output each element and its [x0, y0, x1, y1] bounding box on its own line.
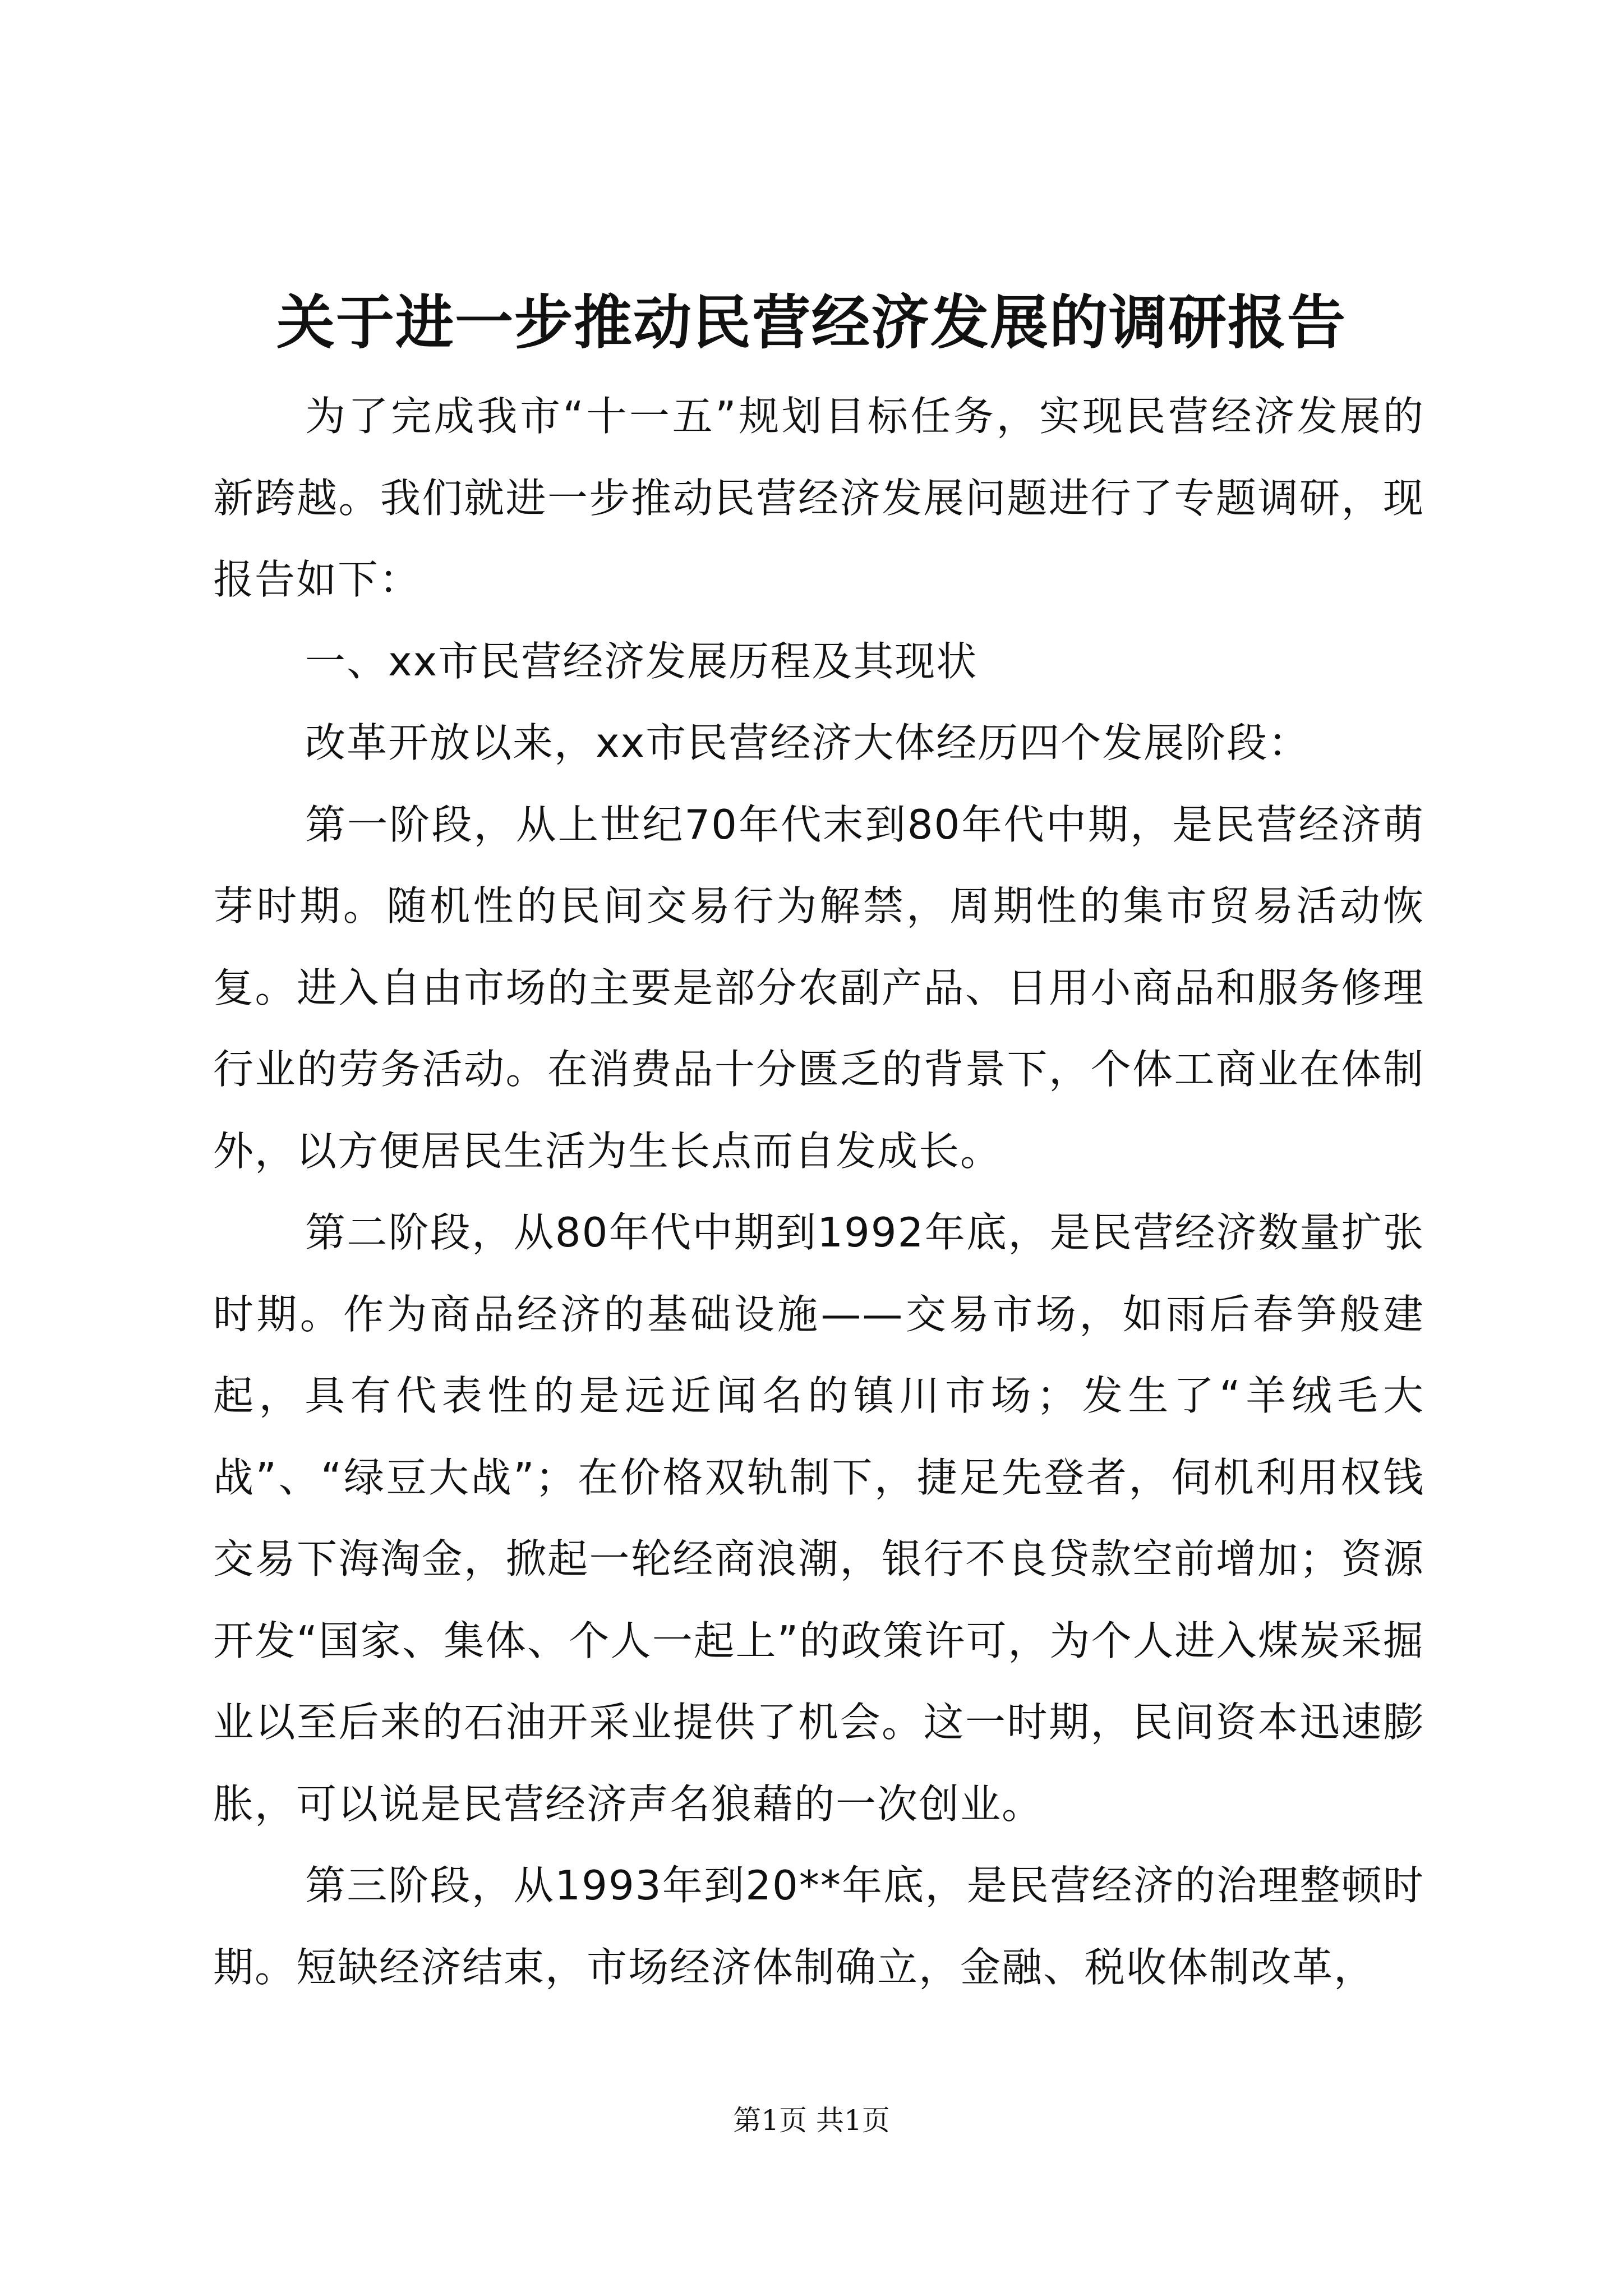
paragraph-stage-two: 第二阶段，从80年代中期到1992年底，是民营经济数量扩张时期。作为商品经济的基础设施——交易市场，如雨后春笋般建起，具有代表性的是远近闻名的镇川市场；发生了“羊绒毛大战”、“绿豆大战”；在价格双轨制下，捷足先登者，伺机利用权钱交易下海淘金，掀起一轮经商浪潮，银行不良贷款空前增加；资源开发“国家、集体、个人一起上”的政策许可，为个人进入煤炭采掘业以至后来的石油开采业提供了机会。这一时期，民间资本迅速膨胀，可以说是民营经济声名狼藉的一次创业。 [213, 1209, 1424, 1828]
paragraph-intro: 为了完成我市“十一五”规划目标任务，实现民营经济发展的新跨越。我们就进一步推动民营经济发展问题进行了专题调研，现报告如下： [213, 393, 1424, 603]
paragraph-stage-one: 第一阶段，从上世纪70年代末到80年代中期，是民营经济萌芽时期。随机性的民间交易行为解禁，周期性的集市贸易活动恢复。进入自由市场的主要是部分农副产品、日用小商品和服务修理行业的劳务活动。在消费品十分匮乏的背景下，个体工商业在体制外，以方便居民生活为生长点而自发成长。 [213, 800, 1424, 1175]
document-title: 关于进一步推动民营经济发展的调研报告 [276, 288, 1347, 357]
paragraph-overview: 改革开放以来，xx市民营经济大体经历四个发展阶段： [305, 719, 1310, 766]
paragraph-stage-three: 第三阶段，从1993年到20**年底，是民营经济的治理整顿时期。短缺经济结束，市场经济体制确立，金融、税收体制改革， [213, 1862, 1424, 1991]
document-body [213, 376, 1424, 2008]
section-heading: 一、xx市民营经济发展历程及其现状 [305, 637, 978, 685]
page-number: 第1页 共1页 [733, 2104, 890, 2137]
